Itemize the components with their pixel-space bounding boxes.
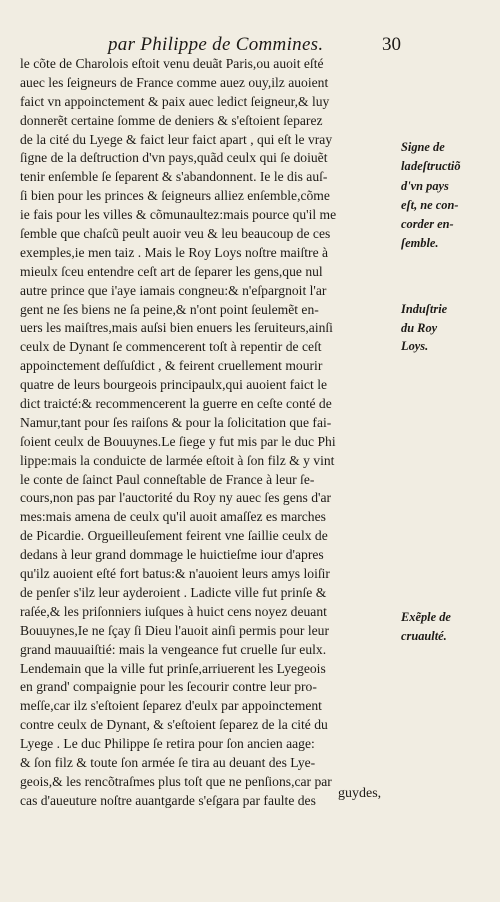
- text-line: dedans à leur grand dommage le huictieſme iour d'apres: [20, 547, 324, 563]
- text-line: contre ceulx de Dynant, & s'eſtoient ſeparez de la cité du: [20, 717, 328, 733]
- margin-note: eſt, ne con-: [401, 198, 459, 212]
- text-line: cours,non pas par l'auctorité du Roy ny auec ſes gens d'ar: [20, 490, 332, 506]
- text-line: en grand' compaignie pour les ſecourir contre leur pro-: [20, 679, 317, 695]
- margin-note: Loys.: [401, 339, 429, 353]
- text-line: ceulx de Dynant ſe commencerent toſt à repentir de ceſt: [20, 339, 322, 355]
- text-line: le conte de ſainct Paul conneſtable de France à leur ſe-: [20, 471, 315, 487]
- margin-note: ſemble.: [401, 236, 439, 250]
- text-line: autre prince que i'aye iamais congneu:& n'eſpargnoit l'ar: [20, 282, 327, 298]
- text-line: faict vn appoinctement & paix auec ledict ſeigneur,& luy: [20, 93, 330, 109]
- margin-note: deſtructiõ: [411, 159, 461, 173]
- text-line: exemples,ie men taiz . Mais le Roy Loys noſtre maiſtre à: [20, 244, 329, 260]
- text-line: mes:mais amena de ceulx qu'il auoit amaſſez es marches: [20, 509, 326, 525]
- text-line: tenir enſemble ſe ſeparent & s'abandonnent. Ie le dis auſ-: [20, 169, 328, 185]
- margin-note: Induſtrie: [401, 302, 448, 316]
- text-line: Lyege . Le duc Philippe ſe retira pour ſon ancien aage:: [20, 736, 315, 752]
- text-line: grand mauuaiſtié: mais la vengeance fut cruelle ſur eulx.: [20, 641, 327, 657]
- margin-note: Signe de: [401, 140, 445, 154]
- text-line: ſigne de la deſtruction d'vn pays,quãd ceulx qui ſe doiuẽt: [20, 150, 328, 166]
- main-text: [20, 55, 402, 811]
- text-line: donnerẽt certaine ſomme de deniers & s'eſtoient ſeparez: [20, 112, 323, 128]
- text-line: raſée,& les priſonniers iuſques à huict cens noyez deuant: [20, 603, 327, 619]
- text-line: Lendemain que la ville fut prinſe,arriuerent les Lyegeois: [20, 660, 326, 676]
- text-line: Namur,tant pour ſes raiſons & pour la ſolicitation que fai-: [20, 414, 332, 430]
- text-line: Bouuynes,Ie ne ſçay ſi Dieu l'auoit ainſi permis pour leur: [20, 622, 329, 638]
- text-line: de penſer s'ilz leur ayderoient . Ladicte ville fut prinſe &: [20, 584, 327, 600]
- catchword: guydes,: [338, 786, 382, 801]
- text-line: mieulx ſceu entendre ceſt art de ſeparer les gens,que nul: [20, 263, 323, 279]
- text-line: ſi bien pour les princes & ſeigneurs alliez enſemble,cõme: [20, 188, 330, 204]
- text-line: gent ne ſes biens ne ſa peine,& n'ont point ſeulemẽt en-: [20, 301, 319, 317]
- text-line: de Picardie. Orgueilleuſement feirent vne ſaillie ceulx de: [20, 528, 328, 544]
- text-line: appoinctement deſſuſdict , & feirent cruellement mourir: [20, 358, 323, 374]
- text-line: ſemble que chaſcũ peult auoir veu & leu beaucoup de ces: [20, 226, 331, 242]
- margin-note: corder en-: [401, 217, 454, 231]
- text-line: le cõte de Charolois eſtoit venu deuãt Paris,ou auoit eſté: [20, 56, 324, 71]
- text-line: & ſon filz & toute ſon armée ſe tira au deuant des Lye-: [20, 754, 316, 770]
- text-line: qu'ilz auoient eſté fort batus:& n'auoient leurs amys loiſir: [20, 566, 330, 582]
- running-title: par Philippe de Commines.: [108, 34, 324, 55]
- margin-note: du Roy: [401, 321, 438, 335]
- margin-note: Exẽple de: [401, 610, 451, 624]
- text-line: cas d'aueuture noſtre auantgarde s'eſgara par faulte des: [20, 792, 316, 808]
- text-line: geois,& les rencõtraſmes plus toſt que ne penſions,car par: [20, 773, 332, 789]
- page-number: 30: [382, 34, 401, 55]
- margin-note: la: [401, 159, 411, 173]
- text-line: lippe:mais la conduicte de larmée eſtoit à ſon filz & y vint: [20, 452, 335, 468]
- text-line: de la cité du Lyege & faict leur faict apart , qui eſt le vray: [20, 131, 333, 147]
- text-line: ie fais pour les villes & cõmunaultez:mais pource qu'il me: [20, 207, 337, 223]
- text-line: uers les maiſtres,mais auſsi bien enuers les ſeruiteurs,ainſi: [20, 320, 333, 336]
- text-line: meſſe,car ilz s'eſtoient ſeparez d'eulx par appoinctement: [20, 698, 322, 714]
- text-line: ſoient ceulx de Bouuynes.Le ſiege y fut mis par le duc Phi: [20, 433, 336, 449]
- margin-note: d'vn pays: [401, 179, 449, 193]
- text-line: quatre de leurs bourgeois principaulx,qui auoient faict le: [20, 377, 328, 393]
- margin-note: cruaulté.: [401, 629, 447, 643]
- text-line: dict traicté:& recommencerent la guerre en ceſte conté de: [20, 396, 332, 412]
- text-line: auec les ſeigneurs de France comme auez ouy,ilz auoient: [20, 74, 329, 90]
